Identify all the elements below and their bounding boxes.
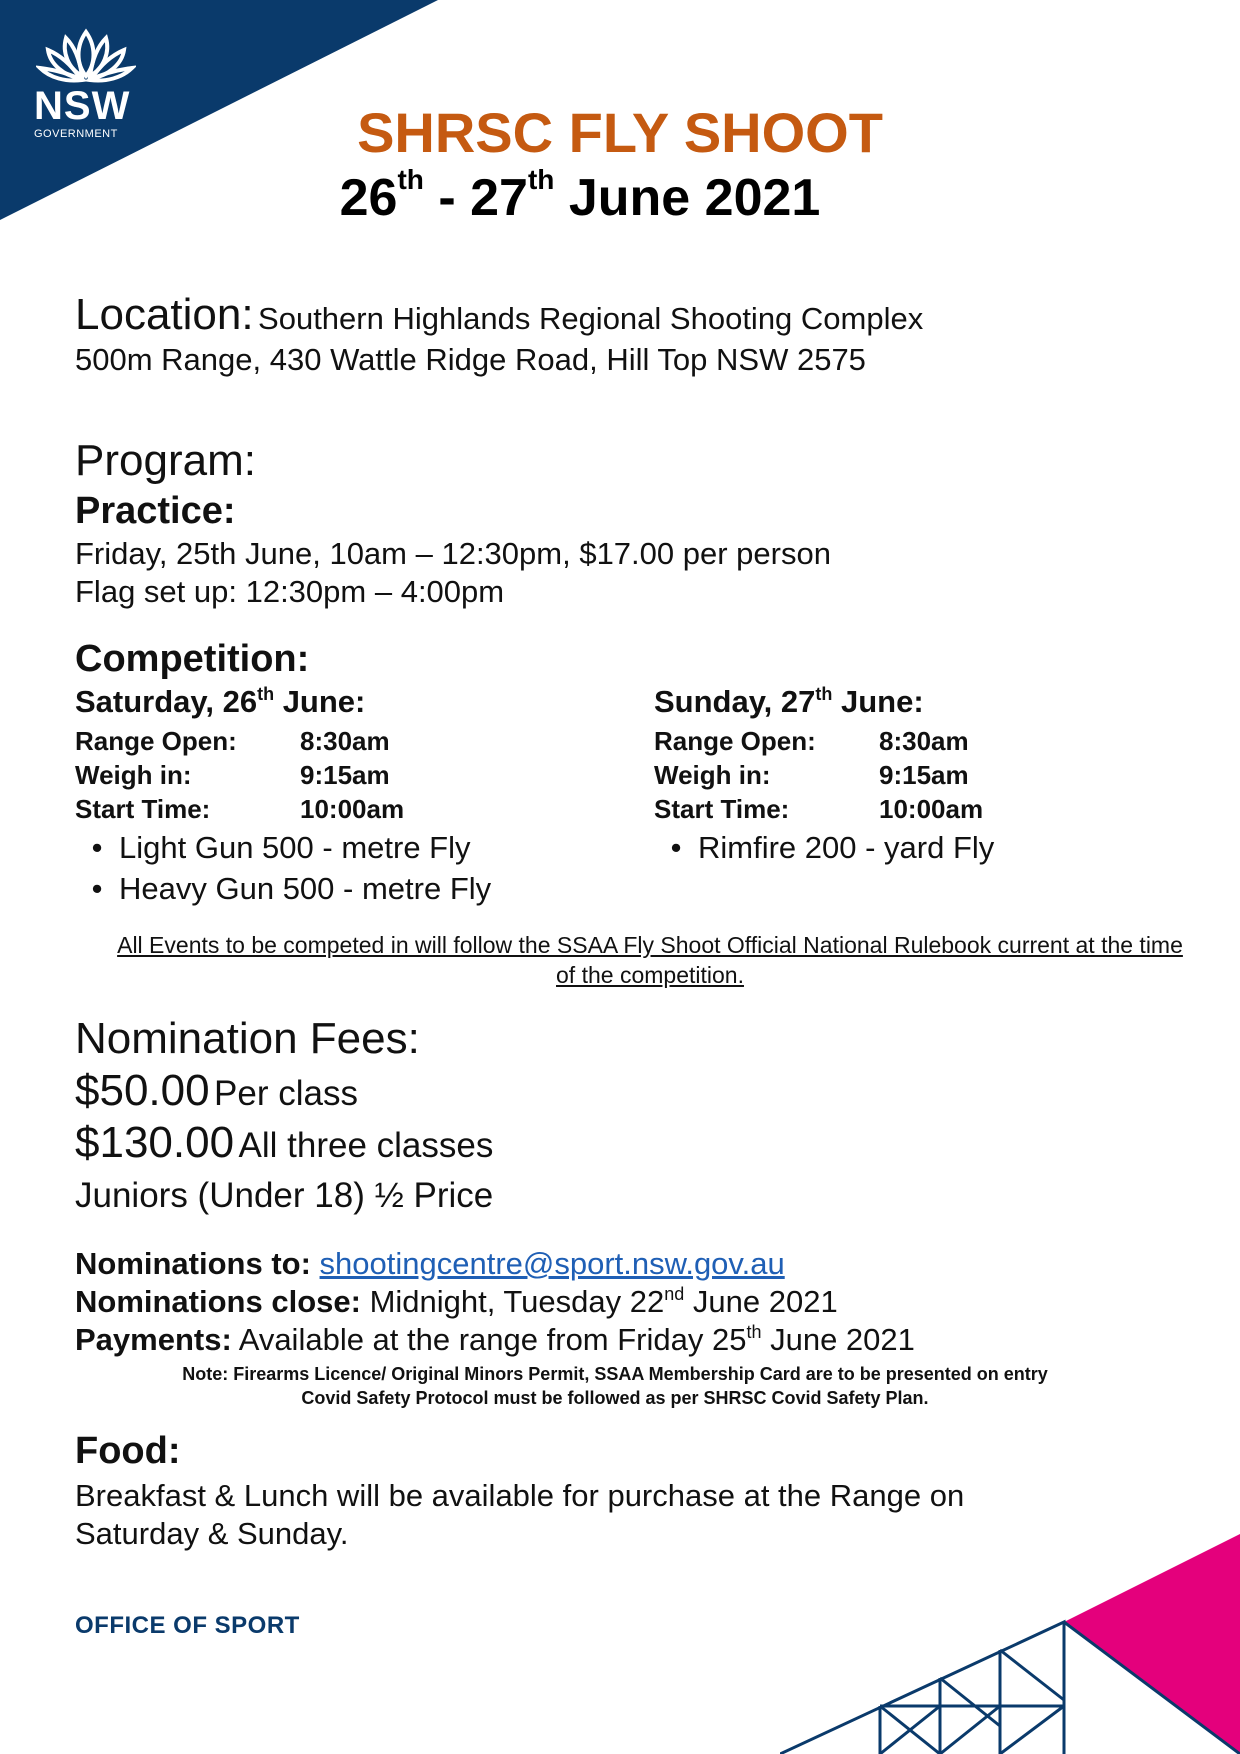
schedule-label: Weigh in: — [75, 760, 192, 790]
payments-pre: Available at the range from Friday 25 — [238, 1322, 747, 1357]
payments — [75, 1322, 915, 1358]
schedule-time: 10:00am — [300, 794, 405, 824]
schedule-label: Start Time: — [75, 794, 211, 824]
saturday-column — [75, 684, 635, 912]
nominations-close-label: Nominations close: — [75, 1284, 361, 1319]
event-name: Heavy Gun 500 - metre Fly — [119, 871, 492, 906]
licence-note: Note: Firearms Licence/ Original Minors Permit, SSAA Membership Card are to be presented on entry — [182, 1364, 1048, 1384]
location-section — [75, 290, 923, 378]
food-heading: Food: — [75, 1430, 181, 1472]
event-title: SHRSC FLY SHOOT — [357, 101, 883, 164]
date-month-year: June 2021 — [554, 169, 821, 227]
nomination-email-link[interactable]: shootingcentre@sport.nsw.gov.au — [319, 1246, 785, 1281]
fee-juniors: Juniors (Under 18) ½ Price — [75, 1176, 494, 1215]
program-heading: Program: — [75, 436, 256, 485]
list-item — [75, 871, 635, 912]
corner-graphic — [780, 1520, 1240, 1754]
schedule-time: 8:30am — [300, 726, 390, 756]
fee-amount: $130.00 — [75, 1118, 235, 1167]
fee-description: Per class — [214, 1074, 358, 1113]
fee-amount: $50.00 — [75, 1066, 210, 1115]
fee-per-class — [75, 1066, 358, 1116]
sunday-column — [654, 684, 1174, 871]
sunday-weigh-in — [654, 760, 1174, 794]
date-day1: 26 — [339, 169, 398, 227]
office-of-sport-label: OFFICE OF SPORT — [75, 1612, 300, 1639]
bullet-icon: • — [91, 830, 103, 865]
practice-heading: Practice: — [75, 490, 236, 532]
logo-nsw-text: NSW — [34, 84, 131, 128]
sunday-title-sup: th — [815, 684, 833, 704]
schedule-label: Start Time: — [654, 794, 790, 824]
schedule-time: 10:00am — [879, 794, 984, 824]
event-name: Rimfire 200 - yard Fly — [698, 830, 995, 865]
logo-government-text: GOVERNMENT — [34, 128, 118, 140]
saturday-start-time — [75, 794, 635, 828]
list-item — [654, 830, 1174, 871]
location-line2: 500m Range, 430 Wattle Ridge Road, Hill Top NSW 2575 — [75, 342, 866, 377]
location-line1: Southern Highlands Regional Shooting Complex — [258, 301, 924, 336]
saturday-title-pre: Saturday, 26 — [75, 684, 258, 719]
schedule-label: Range Open: — [654, 726, 816, 756]
nominations-to-label: Nominations to: — [75, 1246, 311, 1281]
food-line-1: Breakfast & Lunch will be available for purchase at the Range on — [75, 1478, 965, 1513]
schedule-label: Weigh in: — [654, 760, 771, 790]
nominations-to — [75, 1246, 785, 1282]
saturday-title-sup: th — [257, 684, 275, 704]
saturday-weigh-in — [75, 760, 635, 794]
bullet-icon: • — [670, 830, 682, 865]
fee-all-classes — [75, 1118, 493, 1168]
fees-heading: Nomination Fees: — [75, 1014, 420, 1063]
saturday-events — [75, 830, 635, 912]
close-date-pre: Midnight, Tuesday 22 — [369, 1284, 665, 1319]
practice-line-1: Friday, 25th June, 10am – 12:30pm, $17.00 per person — [75, 536, 831, 571]
payments-sup: th — [746, 1322, 762, 1342]
schedule-time: 8:30am — [879, 726, 969, 756]
saturday-title-post: June: — [274, 684, 366, 719]
date-day2: - 27 — [423, 169, 528, 227]
sunday-events — [654, 830, 1174, 871]
saturday-range-open — [75, 726, 635, 760]
schedule-label: Range Open: — [75, 726, 237, 756]
sunday-title — [654, 684, 1174, 720]
sunday-title-pre: Sunday, 27 — [654, 684, 816, 719]
saturday-title — [75, 684, 635, 720]
fee-description: All three classes — [238, 1126, 494, 1165]
bullet-icon: • — [91, 871, 103, 906]
sunday-range-open — [654, 726, 1174, 760]
location-label: Location: — [75, 290, 254, 339]
schedule-time: 9:15am — [300, 760, 390, 790]
date-sup1: th — [397, 164, 424, 195]
payments-post: June 2021 — [761, 1322, 915, 1357]
close-date-post: June 2021 — [684, 1284, 838, 1319]
practice-line-2: Flag set up: 12:30pm – 4:00pm — [75, 574, 505, 609]
date-sup2: th — [527, 164, 555, 195]
sunday-start-time — [654, 794, 1174, 828]
rulebook-note: All Events to be competed in will follow the SSAA Fly Shoot Official National Rulebook current at the time of the competition. — [117, 932, 1183, 988]
close-date-sup: nd — [664, 1284, 685, 1304]
food-line-2: Saturday & Sunday. — [75, 1516, 349, 1551]
covid-note: Covid Safety Protocol must be followed as per SHRSC Covid Safety Plan. — [301, 1388, 929, 1408]
event-date — [0, 164, 1160, 228]
waratah-icon — [36, 24, 136, 86]
event-name: Light Gun 500 - metre Fly — [119, 830, 471, 865]
list-item — [75, 830, 635, 871]
nominations-close — [75, 1284, 838, 1320]
payments-label: Payments: — [75, 1322, 232, 1357]
sunday-title-post: June: — [832, 684, 924, 719]
schedule-time: 9:15am — [879, 760, 969, 790]
competition-heading: Competition: — [75, 638, 310, 680]
